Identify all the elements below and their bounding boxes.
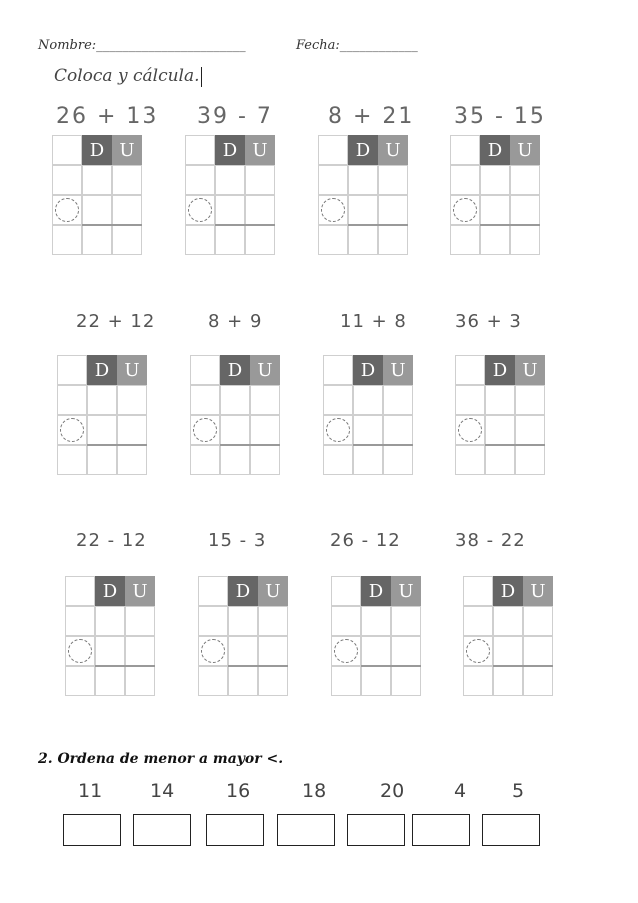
exercise-label: 8 + 21	[328, 104, 415, 129]
grid-cell[interactable]	[515, 385, 545, 415]
grid-cell[interactable]	[87, 385, 117, 415]
grid-cell[interactable]	[52, 135, 82, 165]
grid-cell[interactable]	[82, 225, 112, 255]
grid-cell[interactable]	[258, 606, 288, 636]
grid-cell[interactable]	[220, 385, 250, 415]
grid-cell[interactable]	[331, 576, 361, 606]
grid-cell[interactable]	[245, 195, 275, 225]
header-cell-decenas: D	[361, 576, 391, 606]
answer-box[interactable]	[63, 814, 121, 846]
place-value-grid	[331, 576, 421, 696]
exercise-label: 22 + 12	[76, 311, 156, 332]
grid-cell[interactable]	[112, 195, 142, 225]
text-cursor	[201, 67, 202, 87]
grid-cell[interactable]	[318, 165, 348, 195]
grid-cell[interactable]	[220, 415, 250, 445]
answer-box[interactable]	[347, 814, 405, 846]
grid-cell[interactable]	[215, 165, 245, 195]
grid-cell[interactable]	[378, 165, 408, 195]
grid-cell[interactable]	[450, 135, 480, 165]
grid-cell[interactable]	[198, 606, 228, 636]
exercise-label: 38 - 22	[455, 530, 526, 551]
grid-cell[interactable]	[523, 636, 553, 666]
name-field-label[interactable]: Nombre:_______________________	[38, 38, 246, 53]
grid-cell[interactable]	[485, 415, 515, 445]
grid-cell[interactable]	[117, 445, 147, 475]
grid-cell[interactable]	[383, 445, 413, 475]
grid-cell[interactable]	[348, 165, 378, 195]
grid-cell[interactable]	[117, 385, 147, 415]
place-value-grid	[323, 355, 413, 475]
grid-cell[interactable]	[353, 385, 383, 415]
grid-cell[interactable]	[250, 445, 280, 475]
grid-cell[interactable]	[228, 666, 258, 696]
place-value-grid	[190, 355, 280, 475]
header-cell-unidades: U	[112, 135, 142, 165]
grid-cell[interactable]	[215, 195, 245, 225]
section1-title: Coloca y cálcula.	[54, 66, 200, 86]
grid-cell[interactable]	[65, 666, 95, 696]
carry-circle[interactable]	[188, 198, 212, 222]
place-value-grid	[455, 355, 545, 475]
grid-cell[interactable]	[57, 355, 87, 385]
date-field-label[interactable]: Fecha:____________	[296, 38, 418, 53]
grid-cell[interactable]	[57, 385, 87, 415]
grid-cell[interactable]	[510, 165, 540, 195]
place-value-grid	[57, 355, 147, 475]
sum-line	[348, 224, 408, 226]
exercise-label: 22 - 12	[76, 530, 147, 551]
grid-cell[interactable]	[112, 165, 142, 195]
grid-cell[interactable]	[117, 415, 147, 445]
place-value-grid	[185, 135, 275, 255]
answer-box[interactable]	[482, 814, 540, 846]
header-cell-decenas: D	[228, 576, 258, 606]
grid-cell[interactable]	[125, 606, 155, 636]
grid-cell[interactable]	[331, 606, 361, 636]
carry-circle[interactable]	[201, 639, 225, 663]
grid-cell[interactable]	[391, 606, 421, 636]
grid-cell[interactable]	[383, 385, 413, 415]
header-cell-unidades: U	[125, 576, 155, 606]
header-cell-decenas: D	[87, 355, 117, 385]
carry-circle[interactable]	[60, 418, 84, 442]
grid-cell[interactable]	[515, 445, 545, 475]
header-cell-unidades: U	[391, 576, 421, 606]
grid-cell[interactable]	[485, 385, 515, 415]
sum-line	[215, 224, 275, 226]
grid-cell[interactable]	[378, 225, 408, 255]
carry-circle[interactable]	[466, 639, 490, 663]
place-value-grid	[198, 576, 288, 696]
grid-cell[interactable]	[450, 225, 480, 255]
grid-cell[interactable]	[455, 385, 485, 415]
grid-cell[interactable]	[112, 225, 142, 255]
grid-cell[interactable]	[391, 666, 421, 696]
grid-cell[interactable]	[348, 225, 378, 255]
header-cell-unidades: U	[383, 355, 413, 385]
grid-cell[interactable]	[52, 165, 82, 195]
grid-cell[interactable]	[323, 385, 353, 415]
answer-box[interactable]	[206, 814, 264, 846]
carry-circle[interactable]	[326, 418, 350, 442]
grid-cell[interactable]	[463, 576, 493, 606]
header-cell-decenas: D	[353, 355, 383, 385]
header-cell-decenas: D	[215, 135, 245, 165]
header-cell-unidades: U	[258, 576, 288, 606]
place-value-grid	[52, 135, 142, 255]
grid-cell[interactable]	[455, 355, 485, 385]
exercise-label: 11 + 8	[340, 311, 407, 332]
grid-cell[interactable]	[523, 606, 553, 636]
exercise-label: 35 - 15	[454, 104, 546, 129]
grid-cell[interactable]	[383, 415, 413, 445]
exercise-label: 15 - 3	[208, 530, 267, 551]
grid-cell[interactable]	[198, 576, 228, 606]
grid-cell[interactable]	[463, 606, 493, 636]
order-number: 5	[512, 780, 525, 802]
grid-cell[interactable]	[493, 606, 523, 636]
grid-cell[interactable]	[323, 445, 353, 475]
grid-cell[interactable]	[52, 225, 82, 255]
header-cell-unidades: U	[117, 355, 147, 385]
header-cell-decenas: D	[493, 576, 523, 606]
sum-line	[485, 444, 545, 446]
grid-cell[interactable]	[455, 445, 485, 475]
sum-line	[480, 224, 540, 226]
order-number: 4	[454, 780, 467, 802]
order-number: 11	[78, 780, 103, 802]
grid-cell[interactable]	[245, 165, 275, 195]
grid-cell[interactable]	[480, 195, 510, 225]
grid-cell[interactable]	[220, 445, 250, 475]
exercise-label: 26 - 12	[330, 530, 401, 551]
grid-cell[interactable]	[65, 576, 95, 606]
place-value-grid	[318, 135, 408, 255]
grid-cell[interactable]	[510, 225, 540, 255]
grid-cell[interactable]	[361, 666, 391, 696]
sum-line	[228, 665, 288, 667]
exercise-label: 36 + 3	[455, 311, 522, 332]
header-cell-unidades: U	[523, 576, 553, 606]
header-cell-unidades: U	[378, 135, 408, 165]
header-cell-unidades: U	[515, 355, 545, 385]
grid-cell[interactable]	[353, 445, 383, 475]
sum-line	[220, 444, 280, 446]
grid-cell[interactable]	[485, 445, 515, 475]
carry-circle[interactable]	[458, 418, 482, 442]
place-value-grid	[463, 576, 553, 696]
grid-cell[interactable]	[82, 165, 112, 195]
grid-cell[interactable]	[250, 415, 280, 445]
carry-circle[interactable]	[453, 198, 477, 222]
grid-cell[interactable]	[378, 195, 408, 225]
grid-cell[interactable]	[361, 606, 391, 636]
section2-title: 2. Ordena de menor a mayor <.	[38, 751, 284, 767]
grid-cell[interactable]	[353, 415, 383, 445]
header-cell-decenas: D	[480, 135, 510, 165]
grid-cell[interactable]	[125, 666, 155, 696]
answer-box[interactable]	[133, 814, 191, 846]
carry-circle[interactable]	[68, 639, 92, 663]
grid-cell[interactable]	[245, 225, 275, 255]
grid-cell[interactable]	[185, 135, 215, 165]
header-cell-decenas: D	[95, 576, 125, 606]
grid-cell[interactable]	[361, 636, 391, 666]
header-cell-unidades: U	[250, 355, 280, 385]
header-cell-unidades: U	[510, 135, 540, 165]
header-cell-decenas: D	[82, 135, 112, 165]
grid-cell[interactable]	[258, 636, 288, 666]
grid-cell[interactable]	[190, 445, 220, 475]
grid-cell[interactable]	[348, 195, 378, 225]
grid-cell[interactable]	[57, 445, 87, 475]
grid-cell[interactable]	[480, 165, 510, 195]
grid-cell[interactable]	[190, 385, 220, 415]
grid-cell[interactable]	[318, 225, 348, 255]
exercise-label: 39 - 7	[197, 104, 273, 129]
sum-line	[87, 444, 147, 446]
grid-cell[interactable]	[95, 636, 125, 666]
grid-cell[interactable]	[198, 666, 228, 696]
grid-cell[interactable]	[228, 636, 258, 666]
grid-cell[interactable]	[258, 666, 288, 696]
grid-cell[interactable]	[95, 666, 125, 696]
sum-line	[361, 665, 421, 667]
grid-cell[interactable]	[450, 165, 480, 195]
order-number: 18	[302, 780, 327, 802]
answer-box[interactable]	[277, 814, 335, 846]
order-number: 20	[380, 780, 405, 802]
grid-cell[interactable]	[391, 636, 421, 666]
carry-circle[interactable]	[55, 198, 79, 222]
carry-circle[interactable]	[334, 639, 358, 663]
grid-cell[interactable]	[250, 385, 280, 415]
grid-cell[interactable]	[331, 666, 361, 696]
header-cell-decenas: D	[348, 135, 378, 165]
exercise-label: 26 + 13	[56, 104, 159, 129]
grid-cell[interactable]	[493, 636, 523, 666]
grid-cell[interactable]	[82, 195, 112, 225]
grid-cell[interactable]	[190, 355, 220, 385]
grid-cell[interactable]	[215, 225, 245, 255]
answer-box[interactable]	[412, 814, 470, 846]
carry-circle[interactable]	[193, 418, 217, 442]
header-cell-unidades: U	[245, 135, 275, 165]
sum-line	[353, 444, 413, 446]
sum-line	[82, 224, 142, 226]
grid-cell[interactable]	[185, 225, 215, 255]
grid-cell[interactable]	[480, 225, 510, 255]
grid-cell[interactable]	[125, 636, 155, 666]
place-value-grid	[450, 135, 540, 255]
carry-circle[interactable]	[321, 198, 345, 222]
sum-line	[493, 665, 553, 667]
grid-cell[interactable]	[523, 666, 553, 696]
grid-cell[interactable]	[323, 355, 353, 385]
grid-cell[interactable]	[87, 415, 117, 445]
exercise-label: 8 + 9	[208, 311, 263, 332]
grid-cell[interactable]	[95, 606, 125, 636]
sum-line	[95, 665, 155, 667]
order-number: 14	[150, 780, 175, 802]
grid-cell[interactable]	[510, 195, 540, 225]
grid-cell[interactable]	[228, 606, 258, 636]
grid-cell[interactable]	[318, 135, 348, 165]
place-value-grid	[65, 576, 155, 696]
header-cell-decenas: D	[220, 355, 250, 385]
grid-cell[interactable]	[463, 666, 493, 696]
grid-cell[interactable]	[515, 415, 545, 445]
header-cell-decenas: D	[485, 355, 515, 385]
grid-cell[interactable]	[185, 165, 215, 195]
grid-cell[interactable]	[493, 666, 523, 696]
grid-cell[interactable]	[65, 606, 95, 636]
order-number: 16	[226, 780, 251, 802]
grid-cell[interactable]	[87, 445, 117, 475]
